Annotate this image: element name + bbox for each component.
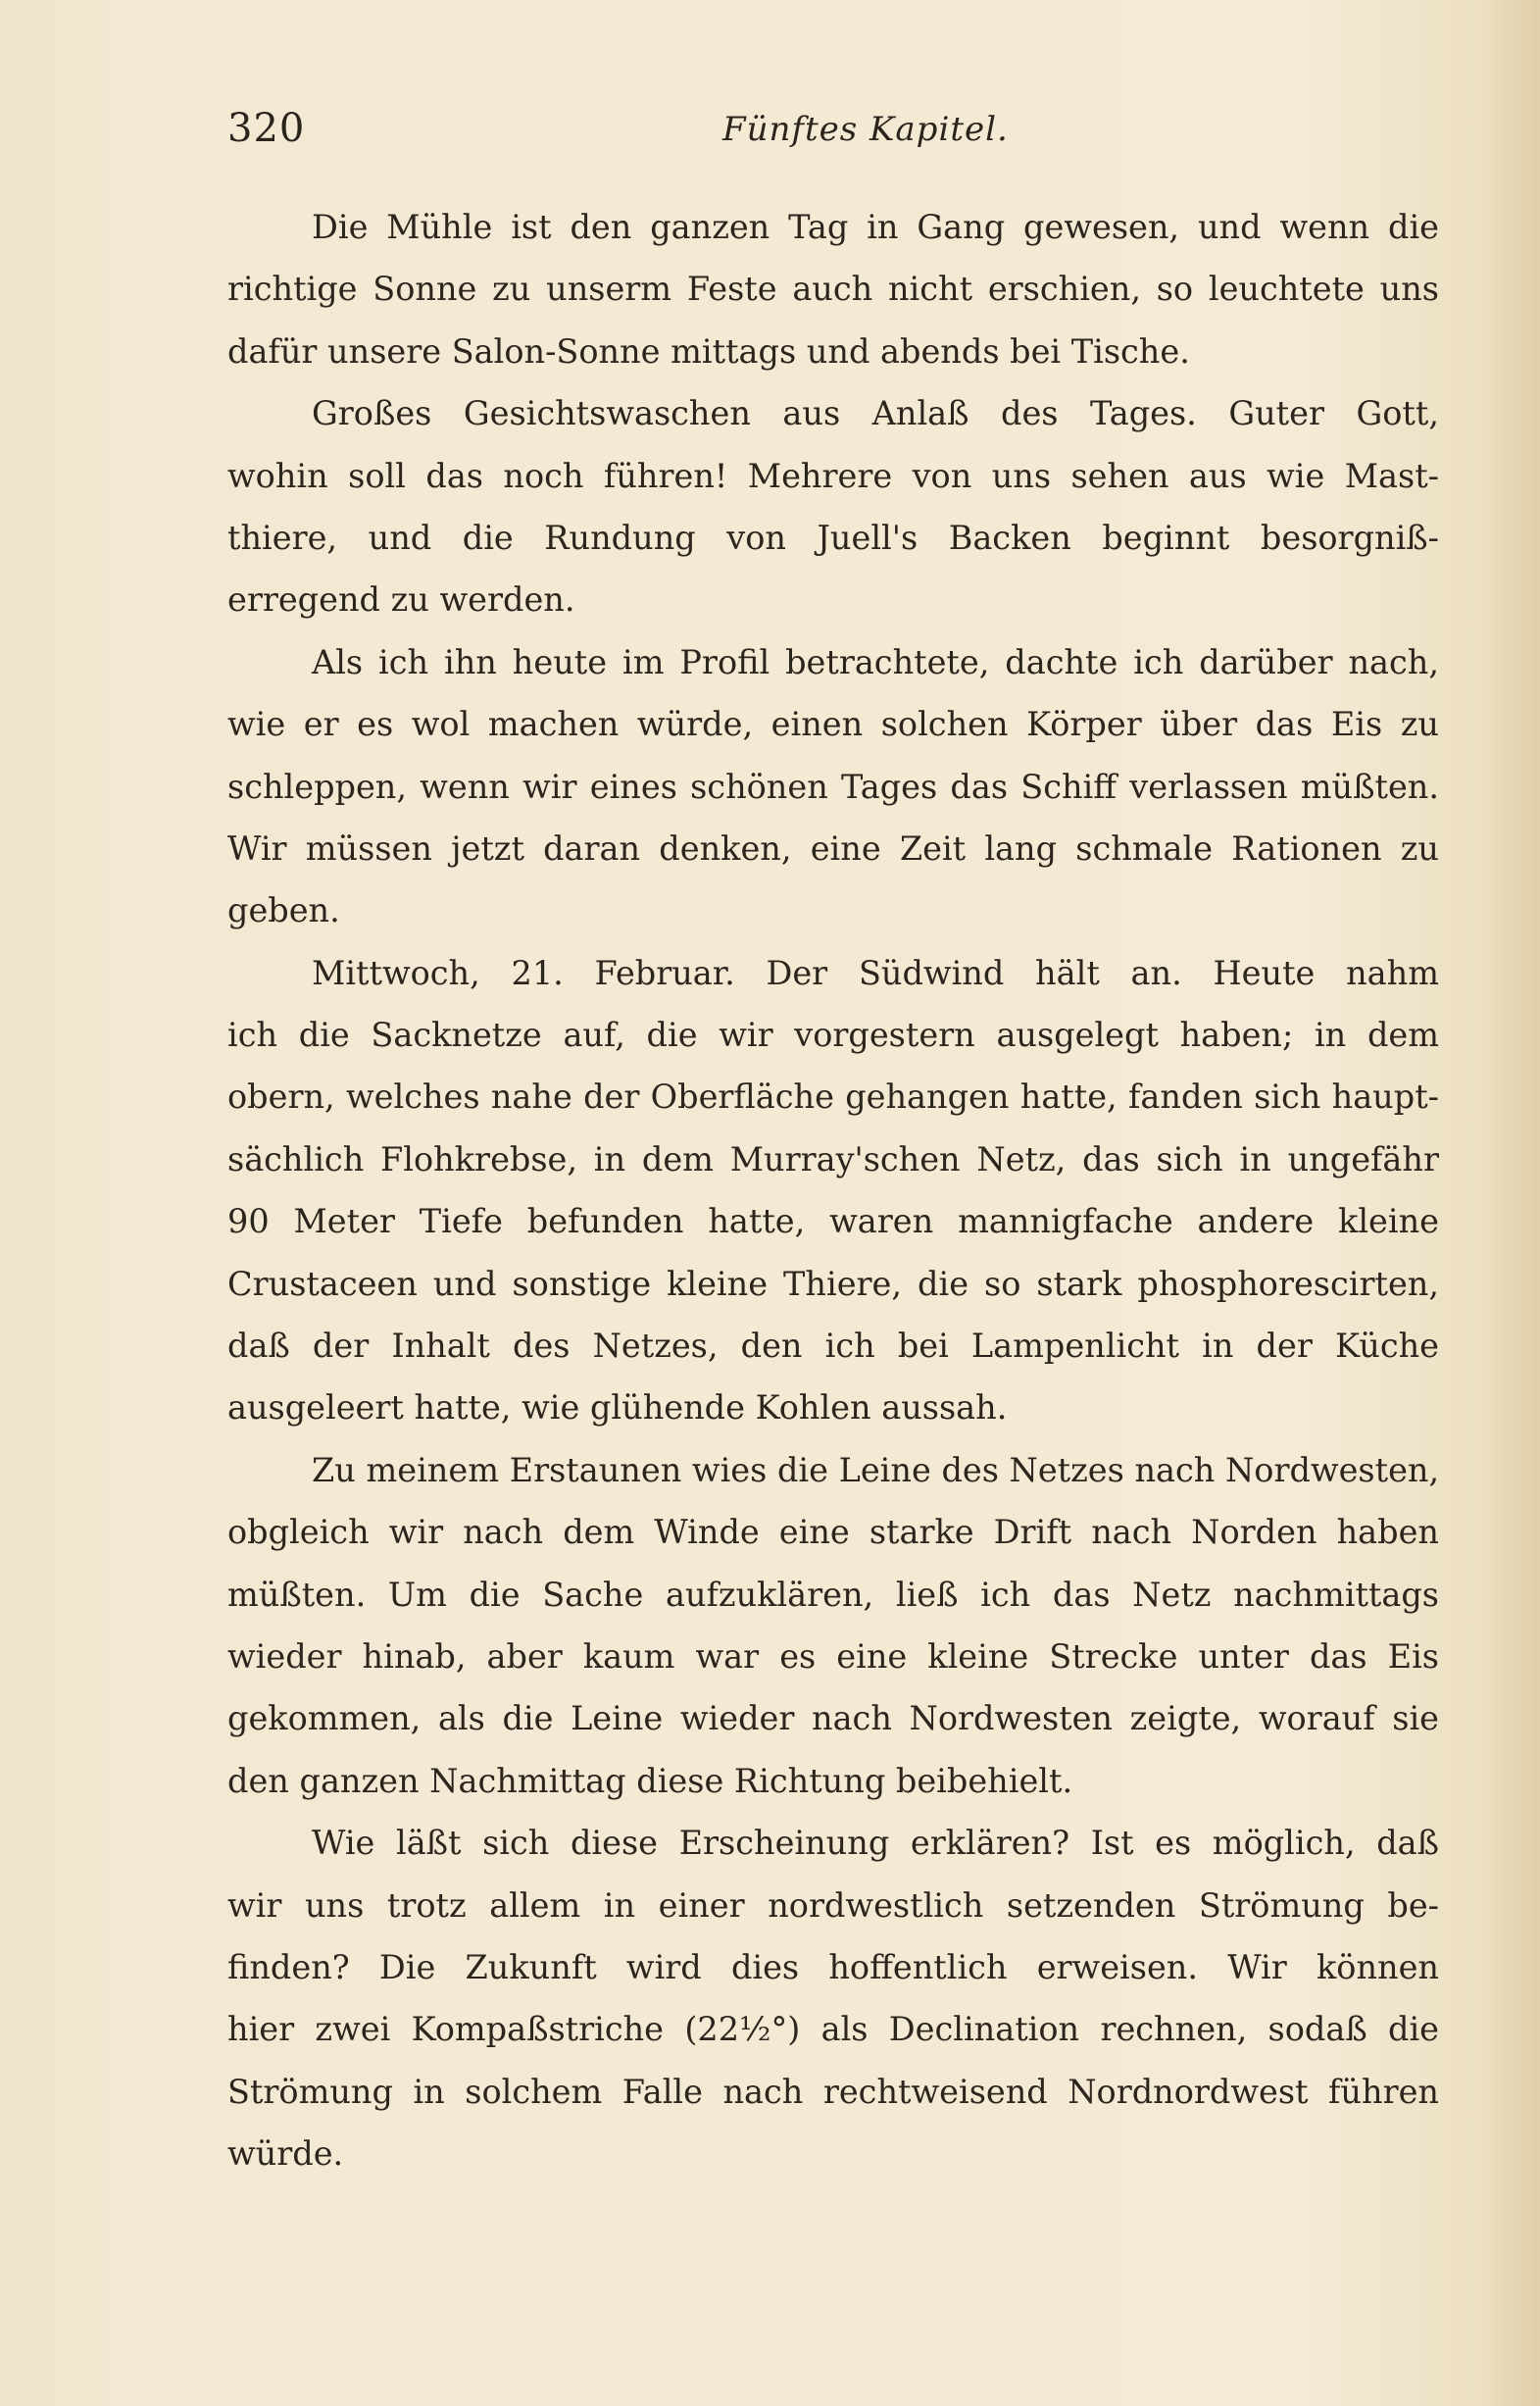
text-line: würde. bbox=[227, 2134, 344, 2174]
text-line: wir uns trotz allem in einer nordwestlich setzenden Strömung be- bbox=[227, 1885, 1439, 1925]
text-line: Die Mühle ist den ganzen Tag in Gang gewesen, und wenn die bbox=[312, 208, 1439, 246]
paragraph bbox=[227, 942, 1439, 1439]
text-line: erregend zu werden. bbox=[227, 580, 575, 620]
text-line: daß der Inhalt des Netzes, den ich bei Lampenlicht in der Küche bbox=[227, 1327, 1439, 1366]
text-line: thiere, und die Rundung von Juell's Backen beginnt besorgniß- bbox=[227, 518, 1439, 557]
text-line: Wie läßt sich diese Erscheinung erklären? Ist es möglich, daß bbox=[312, 1824, 1439, 1863]
paragraph bbox=[227, 631, 1439, 942]
running-head: Fünftes Kapitel. bbox=[722, 110, 1009, 149]
paragraph bbox=[227, 1439, 1439, 1812]
text-line: dafür unsere Salon-Sonne mittags und abends bei Tische. bbox=[227, 331, 1190, 371]
text-line: ich die Sacknetze auf, die wir vorgestern ausgelegt haben; in dem bbox=[227, 1016, 1439, 1055]
paragraph bbox=[227, 1812, 1439, 2184]
text-line: gekommen, als die Leine wieder nach Nordwesten zeigte, worauf sie bbox=[227, 1699, 1439, 1738]
text-line: obern, welches nahe der Oberfläche gehangen hatte, fanden sich haupt- bbox=[227, 1078, 1439, 1117]
text-line: hier zwei Kompaßstriche (22½°) als Declination rechnen, sodaß die bbox=[227, 2010, 1439, 2049]
text-line: 90 Meter Tiefe befunden hatte, waren mannigfache andere kleine bbox=[227, 1202, 1439, 1241]
text-line: geben. bbox=[227, 891, 340, 930]
paragraph bbox=[227, 382, 1439, 631]
page-number: 320 bbox=[227, 106, 306, 151]
text-line: wieder hinab, aber kaum war es eine kleine Strecke unter das Eis bbox=[227, 1636, 1439, 1676]
text-line: wie er es wol machen würde, einen solchen Körper über das Eis zu bbox=[227, 705, 1439, 744]
page-header bbox=[227, 106, 1355, 165]
text-line: Crustaceen und sonstige kleine Thiere, die so stark phosphorescirten, bbox=[227, 1264, 1439, 1303]
text-line: wohin soll das noch führen! Mehrere von uns sehen aus wie Mast- bbox=[227, 456, 1439, 495]
text-line: sächlich Flohkrebse, in dem Murray'schen Netz, das sich in ungefähr bbox=[227, 1139, 1439, 1178]
text-line: Als ich ihn heute im Profil betrachtete, dachte ich darüber nach, bbox=[312, 642, 1439, 681]
text-line: Strömung in solchem Falle nach rechtweisend Nordnordwest führen bbox=[227, 2072, 1439, 2111]
text-line: obgleich wir nach dem Winde eine starke Drift nach Norden haben bbox=[227, 1513, 1439, 1552]
text-line: ausgeleert hatte, wie glühende Kohlen aussah. bbox=[227, 1388, 1008, 1428]
text-line: müßten. Um die Sache aufzuklären, ließ ich das Netz nachmittags bbox=[227, 1575, 1439, 1614]
body-text bbox=[227, 196, 1439, 2185]
text-line: finden? Die Zukunft wird dies hoffentlich erweisen. Wir können bbox=[227, 1947, 1439, 1986]
text-line: Großes Gesichtswaschen aus Anlaß des Tages. Guter Gott, bbox=[312, 394, 1439, 433]
text-line: schleppen, wenn wir eines schönen Tages das Schiff verlassen müßten. bbox=[227, 767, 1439, 806]
text-line: richtige Sonne zu unserm Feste auch nicht erschien, so leuchtete uns bbox=[227, 270, 1439, 309]
text-line: Zu meinem Erstaunen wies die Leine des Netzes nach Nordwesten, bbox=[312, 1450, 1439, 1489]
text-line: Mittwoch, 21. Februar. Der Südwind hält an. Heute nahm bbox=[312, 953, 1439, 992]
text-line: den ganzen Nachmittag diese Richtung beibehielt. bbox=[227, 1761, 1073, 1800]
text-line: Wir müssen jetzt daran denken, eine Zeit lang schmale Rationen zu bbox=[227, 828, 1439, 868]
paragraph bbox=[227, 196, 1439, 382]
